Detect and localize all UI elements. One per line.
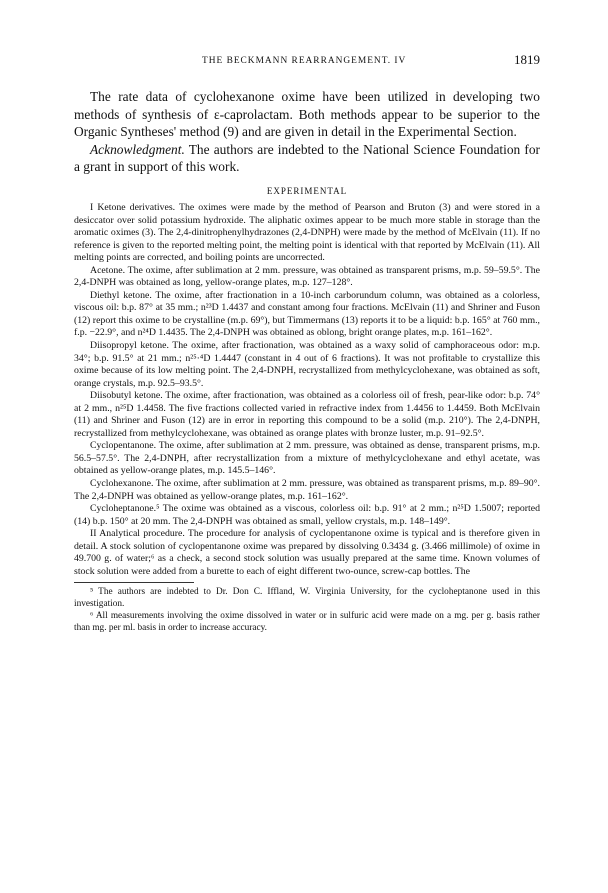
- conclusion-paragraph: The rate data of cyclohexanone oxime have been utilized in developing two methods of synthesis of ε-caprolactam. Both methods appear to be superior to the Organic Syntheses' method (9) and are given in detail in the Experimental Section.: [74, 89, 540, 140]
- section-2-label: II Analytical procedure.: [90, 528, 185, 540]
- footnote-5: ⁵ The authors are indebted to Dr. Don C. Iffland, W. Virginia University, for the cycloheptanone used in this investigation.: [74, 587, 540, 610]
- footnotes: [74, 586, 540, 634]
- cyclopentanone-paragraph: Cyclopentanone. The oxime, after sublimation at 2 mm. pressure, was obtained as dense, transparent prisms, m.p. 56.5–57.5°. The 2,4-DNPH, after recrystallization from a mixture of methylcyclohexane and ethyl acetate, was obtained as yellow-orange plates, m.p. 145.5–146°.: [74, 440, 540, 477]
- experimental-body: [74, 202, 540, 578]
- section-1-text: The oximes were made by the method of Pearson and Bruton (3) and were stored in a desiccator over solid potassium hydroxide. The aliphatic oximes appear to be much more stable in storage than the aromatic oximes (3). The 2,4-dinitrophenylhydrazones (2,4-DNPH) were made by the method of McElvain (11). If no reference is given to the reported melting point, the melting point is identical with that reported by McElvain (11). All melting points are corrected, and boiling points are uncorrected.: [74, 201, 540, 264]
- acetone-paragraph: Acetone. The oxime, after sublimation at 2 mm. pressure, was obtained as transparent prisms, m.p. 59–59.5°. The 2,4-DNPH was obtained as long, yellow-orange plates, m.p. 127–128°.: [74, 264, 540, 289]
- running-title: THE BECKMANN REARRANGEMENT. IV: [202, 56, 407, 66]
- section-2-text: The procedure for analysis of cyclopentanone oxime is typical and is therefore given in detail. A stock solution of cyclopentanone oxime was prepared by dissolving 0.3434 g. (3.466 millimole) of oxime in 49.700 g. of water;⁶ as a check, a second stock solution was usually prepared at the same time. Known volumes of stock solution were added from a burette to each of eight different two-ounce, screw-cap bottles. The: [74, 528, 540, 577]
- acknowledgment-text: The authors are indebted to the National Science Foundation for a grant in support of this work.: [74, 141, 540, 175]
- analytical-procedure-paragraph: [74, 528, 540, 578]
- footnote-rule: [74, 582, 194, 583]
- cyclohexanone-paragraph: Cyclohexanone. The oxime, after sublimation at 2 mm. pressure, was obtained as transparent prisms, m.p. 89–90°. The 2,4-DNPH was obtained as yellow-orange plates, m.p. 161–162°.: [74, 478, 540, 502]
- ketone-derivatives-paragraph: [74, 202, 540, 265]
- lead-text: [74, 88, 540, 176]
- diethyl-ketone-paragraph: Diethyl ketone. The oxime, after fractionation in a 10-inch carborundum column, was obtained as a colorless, viscous oil: b.p. 87° at 35 mm.; n²³D 1.4437 and constant among four fractions. McElvain (11) and Shriner and Fuson (12) report this oxime to be crystalline (m.p. 69°), but Timmermans (13) reports it to be a liquid: b.p. 165° at 760 mm., f.p. −22.9°, and n²⁴D 1.4435. The 2,4-DNPH was obtained as oblong, bright orange plates, m.p. 161–162°.: [74, 289, 540, 339]
- footnote-6: ⁶ All measurements involving the oxime dissolved in water or in sulfuric acid were made on a mg. per g. basis rather than mg. per ml. basis in order to increase accuracy.: [74, 611, 540, 634]
- diisopropyl-ketone-paragraph: Diisopropyl ketone. The oxime, after fractionation, was obtained as a waxy solid of camphoraceous odor: m.p. 34°; b.p. 91.5° at 21 mm.; n²⁵·⁴D 1.4447 (constant in 4 out of 6 fractions). It was not profitable to crystallize this oxime because of its low melting point. The 2,4-DNPH, recrystallized from methylcyclohexane, was obtained as soft, orange crystals, m.p. 92.5–93.5°.: [74, 339, 540, 389]
- diisobutyl-ketone-paragraph: Diisobutyl ketone. The oxime, after fractionation, was obtained as a colorless oil of fresh, pear-like odor: b.p. 74° at 2 mm., n²⁵D 1.4458. The five fractions collected varied in refractive index from 1.4456 to 1.4459. Both McElvain (11) and Shriner and Fuson (12) are in error in reporting this compound to be a solid (m.p. 210°). The 2,4-DNPH, recrystallized from methylcyclohexane, was obtained as orange plates with bronze luster, m.p. 91–92.5°.: [74, 390, 540, 439]
- page-number: 1819: [514, 52, 540, 67]
- cycloheptanone-paragraph: Cycloheptanone.⁵ The oxime was obtained as a viscous, colorless oil: b.p. 91° at 2 mm.; n²⁵D 1.5007; reported (14) b.p. 150° at 20 mm. The 2,4-DNPH was obtained as small, yellow crystals, m.p. 148–149°.: [74, 503, 540, 527]
- page: [74, 52, 540, 634]
- section-heading: EXPERIMENTAL: [266, 185, 348, 196]
- acknowledgment-paragraph: [74, 141, 540, 176]
- section-1-label: I Ketone derivatives.: [90, 201, 176, 213]
- running-header: [74, 52, 540, 70]
- acknowledgment-label: Acknowledgment.: [90, 141, 185, 157]
